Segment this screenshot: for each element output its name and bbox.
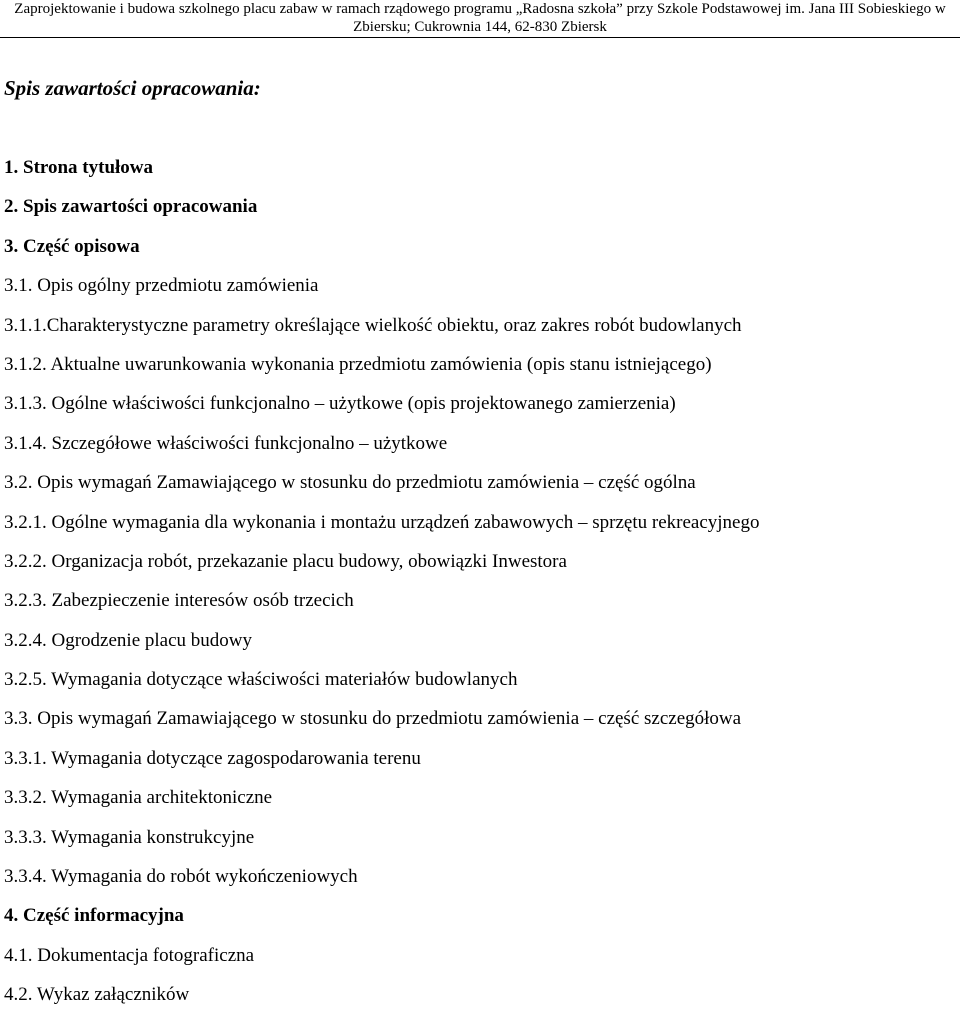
toc-entry: 3.3.1. Wymagania dotyczące zagospodarowania terenu [4,747,421,769]
toc-entry: 3.1.1.Charakterystyczne parametry określające wielkość obiektu, oraz zakres robót budowlanych [4,314,742,336]
toc-entry: 3.2.2. Organizacja robót, przekazanie placu budowy, obowiązki Inwestora [4,550,567,572]
toc-entry: 3.1.2. Aktualne uwarunkowania wykonania przedmiotu zamówienia (opis stanu istniejącego) [4,353,712,375]
toc-entry: 3.2.3. Zabezpieczenie interesów osób trzecich [4,590,354,612]
toc-entry: 3.3.3. Wymagania konstrukcyjne [4,826,255,848]
toc-list [4,153,954,1020]
toc-entry: 2. Spis zawartości opracowania [4,196,258,218]
toc-entry: 3.2. Opis wymagań Zamawiającego w stosunku do przedmiotu zamówienia – część ogólna [4,472,696,494]
toc-entry: 3.2.1. Ogólne wymagania dla wykonania i montażu urządzeń zabawowych – sprzętu rekreacyjnego [4,511,760,533]
header-line-1: Zaprojektowanie i budowa szkolnego placu zabaw w ramach rządowego programu „Radosna szkoła” przy Szkole Podstawowej im. Jana III Sobieskiego w [14,1,946,17]
toc-entry: 3.3. Opis wymagań Zamawiającego w stosunku do przedmiotu zamówienia – część szczegółowa [4,708,742,730]
toc-heading: Spis zawartości opracowania: [4,76,261,100]
toc-entry: 4. Część informacyjna [4,905,184,927]
header-line-2: Zbiersku; Cukrownia 144, 62-830 Zbiersk [353,19,607,35]
toc-entry: 3.1.4. Szczegółowe właściwości funkcjonalno – użytkowe [4,432,448,454]
toc-entry: 1. Strona tytułowa [4,157,154,178]
toc-entry: 3.2.4. Ogrodzenie placu budowy [4,629,252,651]
toc-entry: 3.3.2. Wymagania architektoniczne [4,787,273,809]
toc-entry: 3. Część opisowa [4,235,140,257]
header-divider [0,37,960,38]
page-header [0,0,960,36]
toc-entry: 4.2. Wykaz załączników [4,984,190,1006]
toc-entry: 4.1. Dokumentacja fotograficzna [4,944,255,966]
toc-entry: 3.1. Opis ogólny przedmiotu zamówienia [4,275,319,297]
toc-entry: 3.1.3. Ogólne właściwości funkcjonalno – użytkowe (opis projektowanego zamierzenia) [4,393,676,415]
toc-entry: 3.3.4. Wymagania do robót wykończeniowych [4,866,358,888]
toc-entry: 3.2.5. Wymagania dotyczące właściwości materiałów budowlanych [4,669,518,691]
